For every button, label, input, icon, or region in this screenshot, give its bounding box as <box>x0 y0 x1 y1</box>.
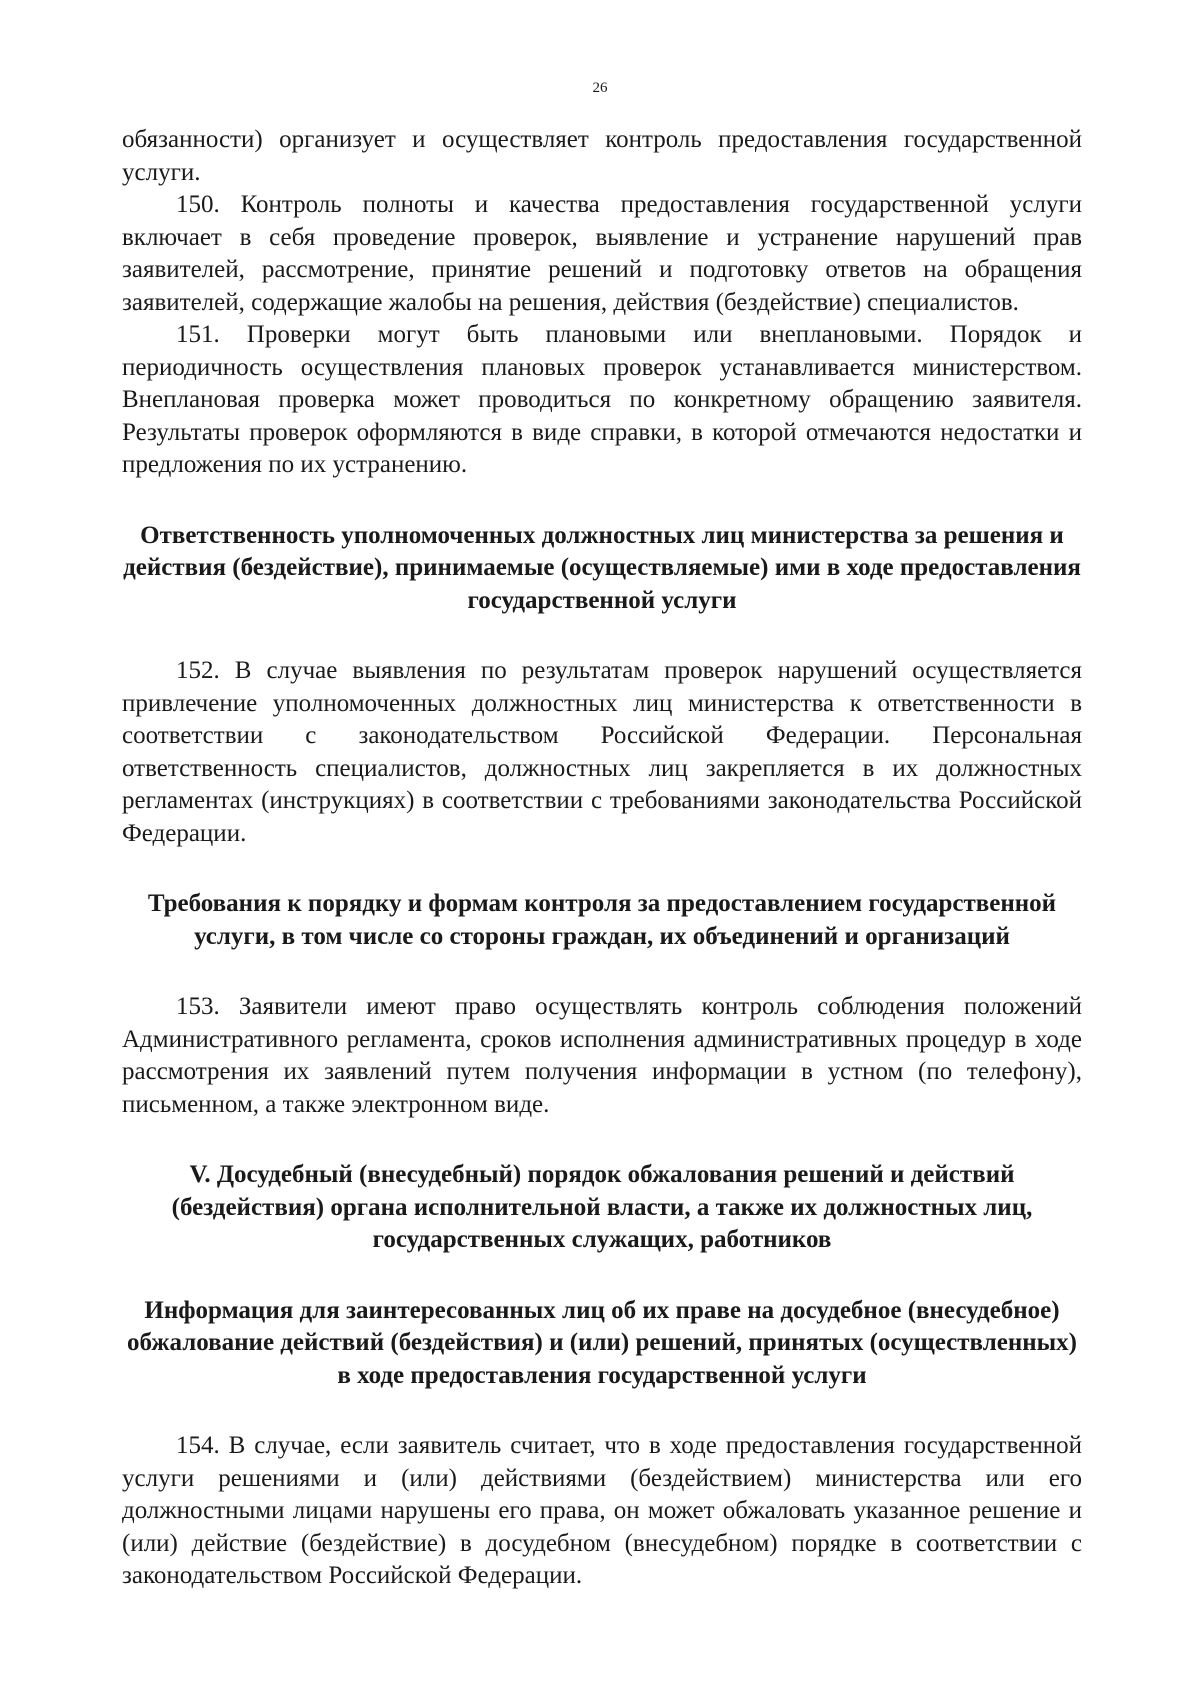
page-number: 26 <box>592 80 608 96</box>
paragraph-152: 152. В случае выявления по результатам проверок нарушений осуществляется привлечение уполномоченных должностных лиц министерства к ответственности в соответствии с законодательством Российской Федерации. Персональная ответственность специалистов, должностных лиц закрепляется в их должностных регламентах (инструкциях) в соответствии с требованиями законодательства Российской Федерации. <box>122 657 1082 847</box>
paragraph-continuation: обязанности) организует и осуществляет контроль предоставления государственной услуги. <box>122 126 1082 186</box>
heading-control-requirements: Требования к порядку и формам контроля за предоставлением государственной услуги, в том числе со стороны граждан, их объединений и организаций <box>147 890 1057 950</box>
paragraph-153: 153. Заявители имеют право осуществлять контроль соблюдения положений Административного регламента, сроков исполнения административных процедур в ходе рассмотрения их заявлений путем получения информации в устном (по телефону), письменном, а также электронном виде. <box>122 993 1082 1118</box>
document-body <box>122 124 1082 1593</box>
paragraph-151: 151. Проверки могут быть плановыми или внеплановыми. Порядок и периодичность осуществления плановых проверок устанавливается министерством. Внеплановая проверка может проводиться по конкретному обращению заявителя. Результаты проверок оформляются в виде справки, в которой отмечаются недостатки и предложения по их устранению. <box>122 321 1082 478</box>
heading-responsibility: Ответственность уполномоченных должностных лиц министерства за решения и действия (бездействие), принимаемые (осуществляемые) ими в ходе предоставления государственной услуги <box>123 521 1081 614</box>
paragraph-150: 150. Контроль полноты и качества предоставления государственной услуги включает в себя проведение проверок, выявление и устранение нарушений прав заявителей, рассмотрение, принятие решений и подготовку ответов на обращения заявителей, содержащие жалобы на решения, действия (бездействие) специалистов. <box>122 191 1082 316</box>
heading-information: Информация для заинтересованных лиц об их праве на досудебное (внесудебное) обжалование действий (бездействия) и (или) решений, принятых (осуществленных) в ходе предоставления государственной услуги <box>127 1296 1077 1389</box>
heading-section-v: V. Досудебный (внесудебный) порядок обжалования решений и действий (бездействия) органа исполнительной власти, а также их должностных лиц, государственных служащих, работников <box>171 1161 1033 1253</box>
paragraph-154: 154. В случае, если заявитель считает, что в ходе предоставления государственной услуги решениями и (или) действиями (бездействием) министерства или его должностными лицами нарушены его права, он может обжаловать указанное решение и (или) действие (бездействие) в досудебном (внесудебном) порядке в соответствии с законодательством Российской Федерации. <box>122 1432 1082 1589</box>
